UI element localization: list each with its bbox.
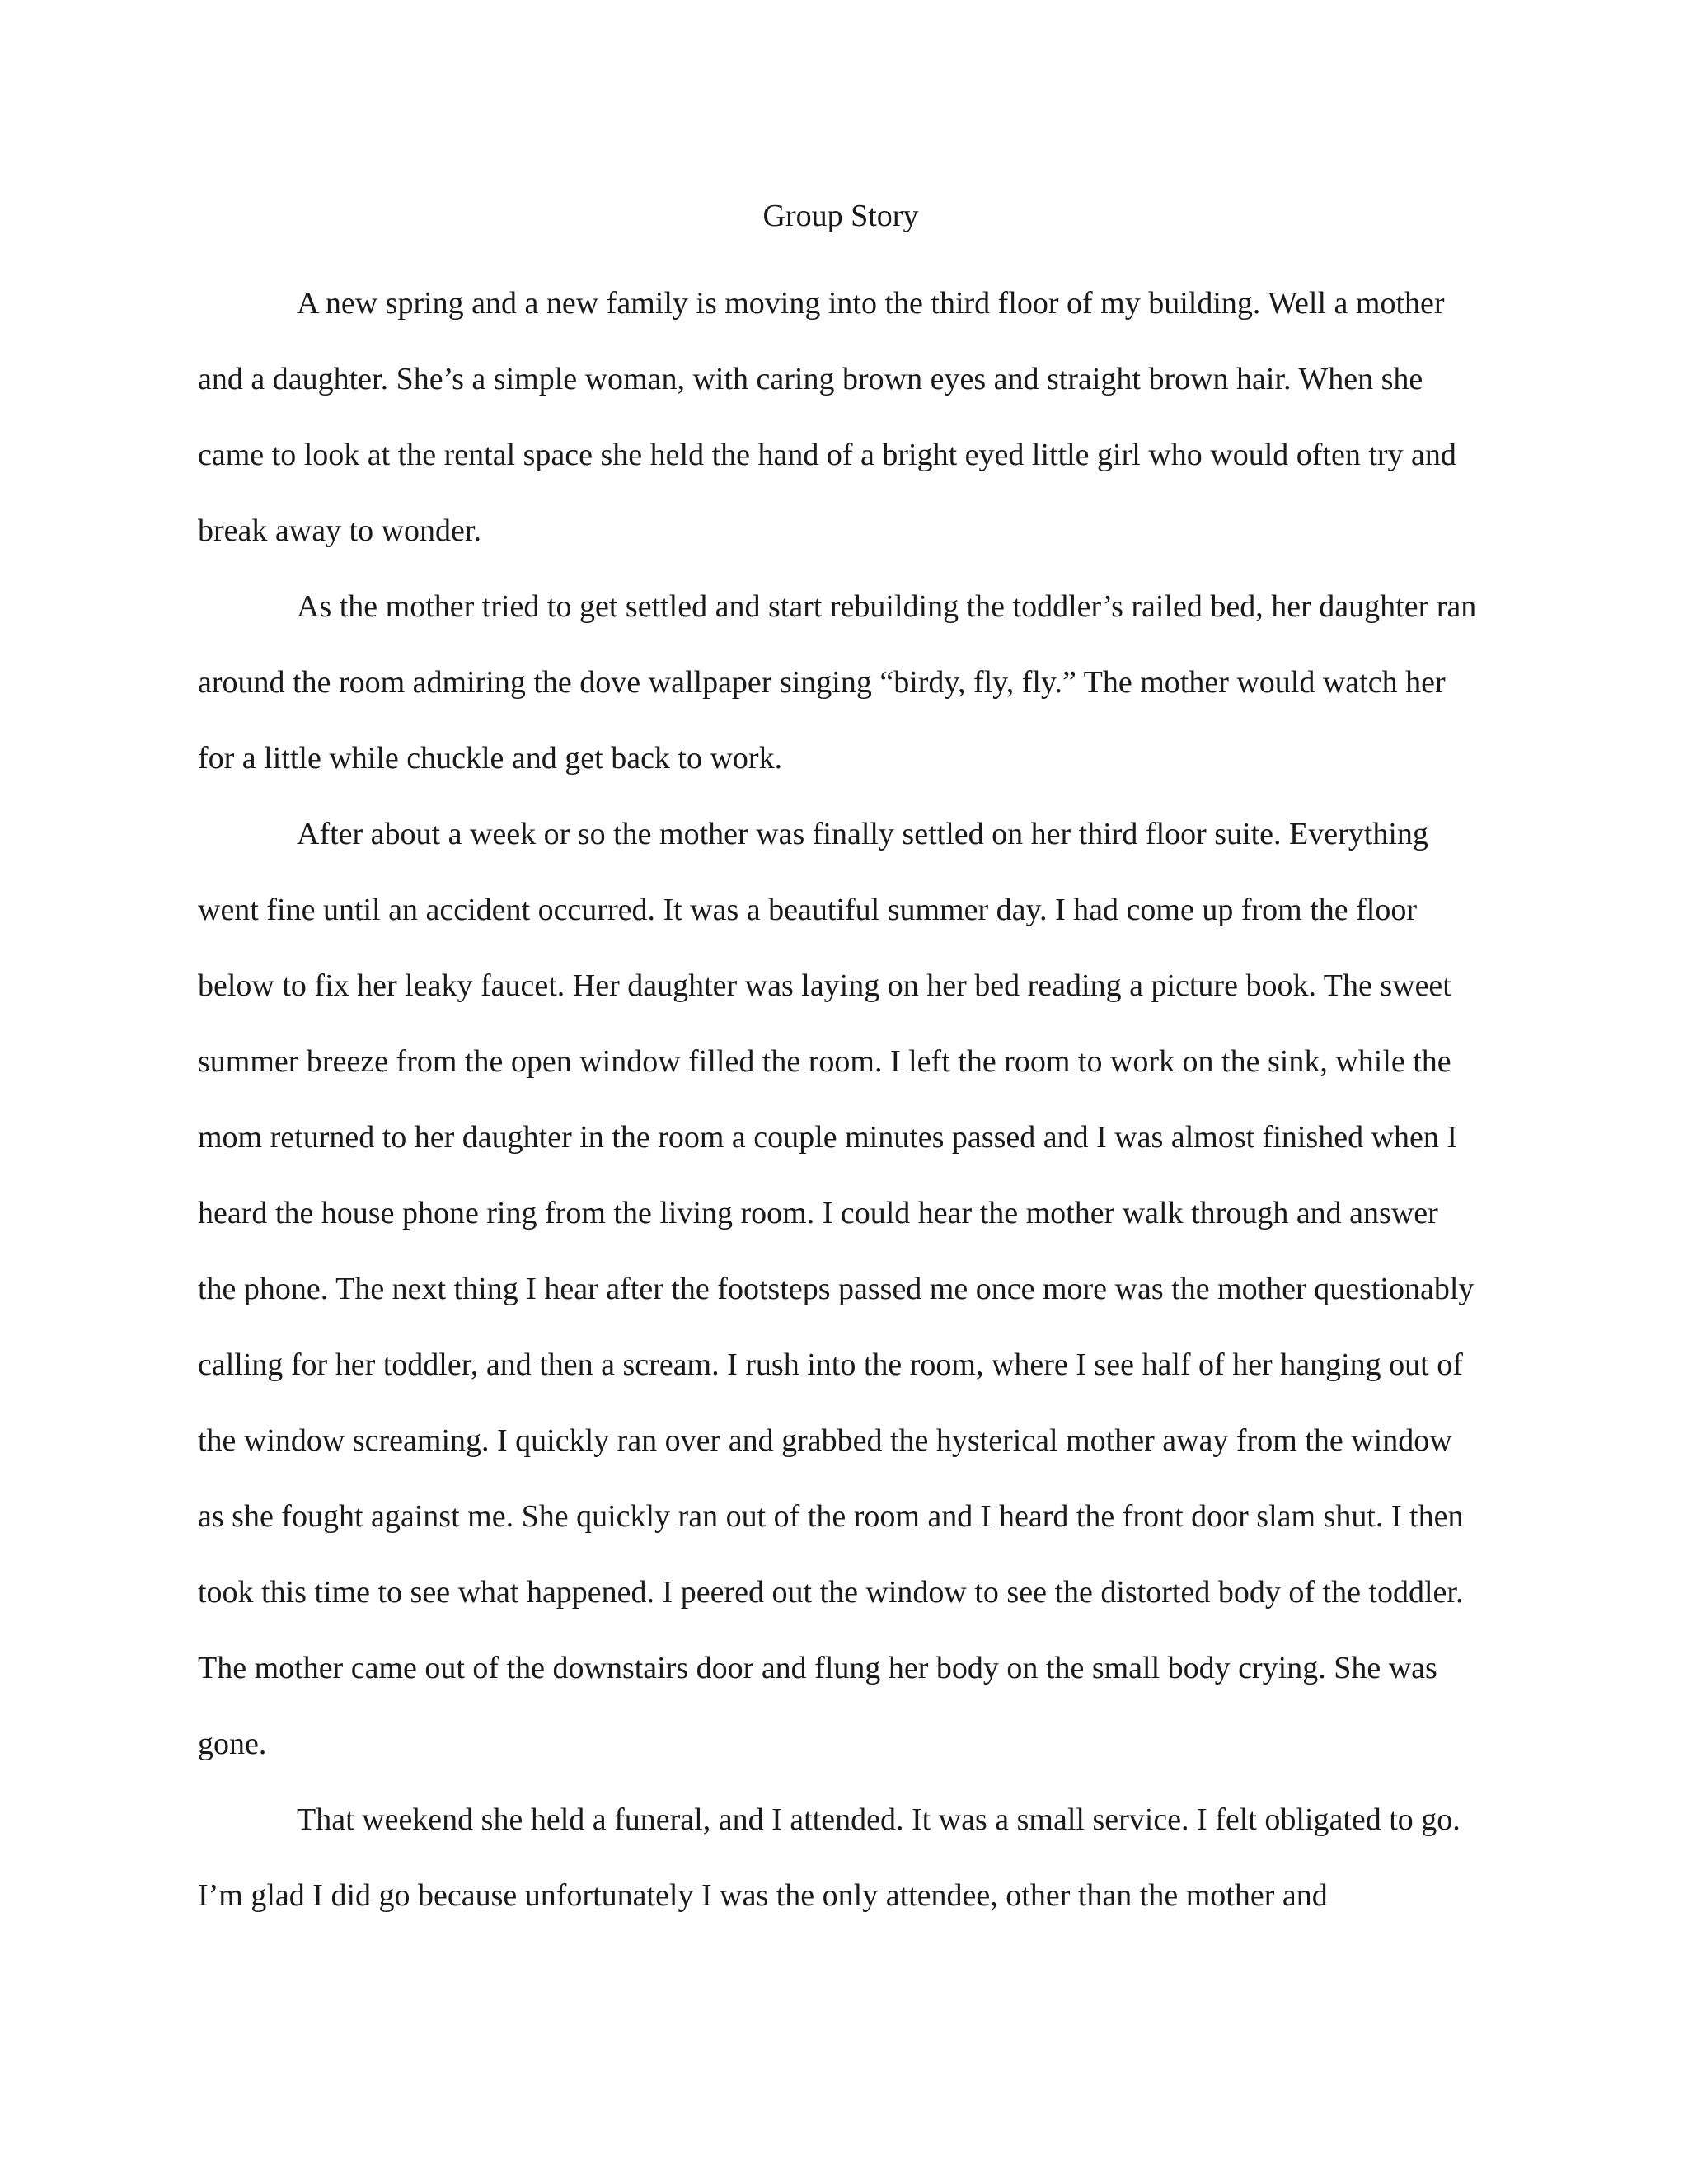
paragraph: That weekend she held a funeral, and I attended. It was a small service. I felt obligated to go. I’m glad I did go because unfortunately I was the only attendee, other than the mother and [198,1802,1461,1913]
paragraph: After about a week or so the mother was finally settled on her third floor suite. Everything went fine until an accident occurred. It was a beautiful summer day. I had come up from the floor below to fix her leaky faucet. Her daughter was laying on her bed reading a picture book. The sweet summer breeze from the open window filled the room. I left the room to work on the sink, while the mom returned to her daughter in the room a couple minutes passed and I was almost finished when I heard the house phone ring from the living room. I could hear the mother walk through and answer the phone. The next thing I hear after the footsteps passed me once more was the mother questionably calling for her toddler, and then a scream. I rush into the room, where I see half of her hanging out of the window screaming. I quickly ran over and grabbed the hysterical mother away from the window as she fought against me. She quickly ran out of the room and I heard the front door slam shut. I then took this time to see what happened. I peered out the window to see the distorted body of the toddler. The mother came out of the downstairs door and flung her body on the small body crying. She was gone. [198,817,1475,1761]
paragraph: As the mother tried to get settled and start rebuilding the toddler’s railed bed, her daughter ran around the room admiring the dove wallpaper singing “birdy, fly, fly.” The mother would watch her for a little while chuckle and get back to work. [198,589,1477,776]
document-body [198,190,1484,1933]
paragraph: A new spring and a new family is moving into the third floor of my building. Well a mother and a daughter. She’s a simple woman, with caring brown eyes and straight brown hair. When she came to look at the rental space she held the hand of a bright eyed little girl who would often try and break away to wonder. [198,286,1456,548]
document-title: Group Story [762,199,919,233]
